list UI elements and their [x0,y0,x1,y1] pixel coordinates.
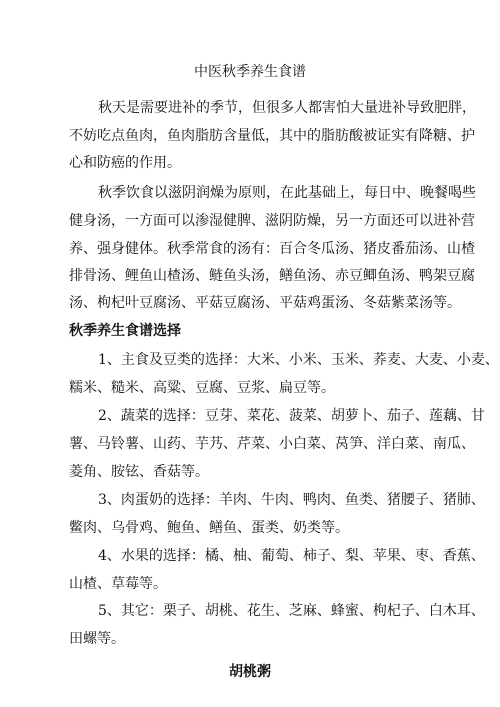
list-item-line: 4、水果的选择：橘、柚、葡萄、柿子、梨、苹果、枣、香蕉、 [98,548,485,564]
paragraph-line: 养、强身健体。秋季常食的汤有：百合冬瓜汤、猪皮番茄汤、山楂 [69,241,475,257]
paragraph-line: 秋天是需要进补的季节，但很多人都害怕大量进补导致肥胖， [98,100,476,116]
list-item-line: 山楂、草莓等。 [69,576,167,592]
list-item-line: 薯、马铃薯、山药、芋艿、芹菜、小白菜、莴笋、洋白菜、南瓜、 [69,436,475,452]
paragraph-line: 秋季饮食以滋阴润燥为原则，在此基础上，每日中、晚餐喝些 [98,185,476,201]
paragraph-line: 不妨吃点鱼肉，鱼肉脂肪含量低，其中的脂肪酸被证实有降糖、护 [69,128,475,144]
recipe-title: 胡桃粥 [229,664,271,680]
paragraph-line: 心和防癌的作用。 [69,155,181,171]
list-item-line: 田螺等。 [69,631,125,647]
list-item-line: 鳖肉、乌骨鸡、鲍鱼、鳝鱼、蛋类、奶类等。 [69,520,349,536]
document-title: 中医秋季养生食谱 [194,64,306,80]
list-item-line: 糯米、糙米、高粱、豆腐、豆浆、扁豆等。 [69,380,335,396]
paragraph-line: 汤、枸杞叶豆腐汤、平菇豆腐汤、平菇鸡蛋汤、冬菇紫菜汤等。 [69,295,461,311]
paragraph-line: 健身汤，一方面可以渗湿健脾、滋阴防燥，另一方面还可以进补营 [69,213,475,229]
list-item-line: 2、蔬菜的选择：豆芽、菜花、菠菜、胡萝卜、茄子、莲藕、甘 [98,408,485,424]
list-item-line: 5、其它：栗子、胡桃、花生、芝麻、蜂蜜、枸杞子、白木耳、 [98,603,485,619]
list-item-line: 菱角、胺铉、香菇等。 [69,464,209,480]
paragraph-line: 排骨汤、鲤鱼山楂汤、鲢鱼头汤，鳝鱼汤、赤豆鲫鱼汤、鸭架豆腐 [69,268,475,284]
section-heading: 秋季养生食谱选择 [69,323,181,339]
list-item-line: 1、主食及豆类的选择：大米、小米、玉米、荞麦、大麦、小麦、 [98,352,499,368]
list-item-line: 3、肉蛋奶的选择：羊肉、牛肉、鸭肉、鱼类、猪腰子、猪肺、 [98,492,485,508]
